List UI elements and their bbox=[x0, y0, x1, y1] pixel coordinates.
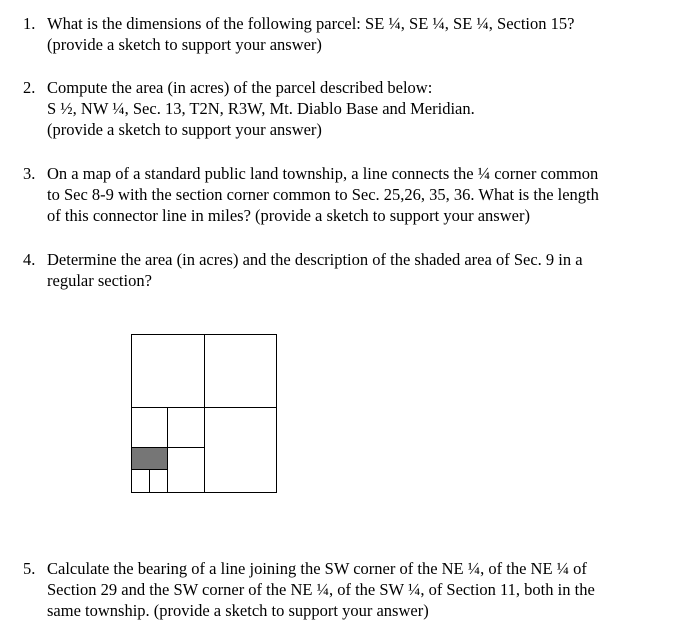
question-text-line: Compute the area (in acres) of the parcel described below: bbox=[47, 78, 433, 97]
section-sketch bbox=[131, 334, 277, 493]
question-number: 1. bbox=[23, 14, 36, 33]
question-text-line: of this connector line in miles? (provide a sketch to support your answer) bbox=[47, 206, 530, 225]
question-text-line: regular section? bbox=[47, 271, 152, 290]
question-number: 5. bbox=[23, 559, 36, 578]
question-number: 2. bbox=[23, 78, 36, 97]
question-text-line: S ½, NW ¼, Sec. 13, T2N, R3W, Mt. Diablo Base and Meridian. bbox=[47, 99, 475, 118]
question-text-line: (provide a sketch to support your answer) bbox=[47, 120, 322, 139]
question-text-line: Calculate the bearing of a line joining the SW corner of the NE ¼, of the NE ¼ of bbox=[47, 559, 587, 578]
question-text-line: Section 29 and the SW corner of the NE ¼, of the SW ¼, of Section 11, both in the bbox=[47, 580, 595, 599]
question-text-line: What is the dimensions of the following parcel: SE ¼, SE ¼, SE ¼, Section 15? bbox=[47, 14, 575, 33]
shaded-parcel bbox=[132, 448, 168, 470]
question-number: 3. bbox=[23, 164, 36, 183]
question-number: 4. bbox=[23, 250, 36, 269]
question-text-line: to Sec 8-9 with the section corner common to Sec. 25,26, 35, 36. What is the length bbox=[47, 185, 599, 204]
question-text-line: On a map of a standard public land township, a line connects the ¼ corner common bbox=[47, 164, 599, 183]
question-text-line: Determine the area (in acres) and the description of the shaded area of Sec. 9 in a bbox=[47, 250, 583, 269]
question-text-line: same township. (provide a sketch to support your answer) bbox=[47, 601, 429, 620]
question-text-line: (provide a sketch to support your answer) bbox=[47, 35, 322, 54]
